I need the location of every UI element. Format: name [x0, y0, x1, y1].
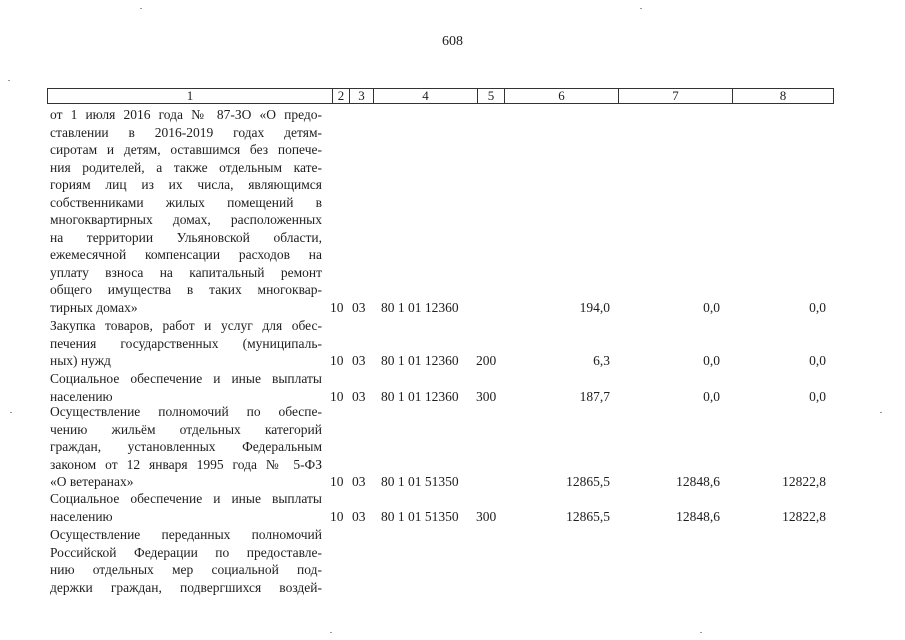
code-pr: 03 [352, 299, 366, 315]
code-vr: 300 [476, 388, 497, 404]
code-vr: 300 [476, 508, 497, 524]
description-line: ежемесячной компенсации расходов на [50, 247, 322, 262]
description-line: от 1 июля 2016 года № 87-ЗО «О предо- [50, 107, 322, 122]
description-line: печения государственных (муниципаль- [50, 335, 322, 351]
description-line: ных) нужд [50, 353, 111, 368]
header-col-2: 2 [333, 89, 350, 103]
description-line: гориям лиц из их числа, являющимся [50, 177, 322, 192]
description-line: нию отдельных мер социальной под- [50, 562, 322, 577]
amount-2018: 12822,8 [782, 474, 826, 489]
code-pr: 03 [352, 474, 366, 489]
scan-speck [140, 8, 142, 9]
amount-2016: 6,3 [593, 353, 610, 368]
header-col-6: 6 [505, 89, 619, 103]
amount-2016: 12865,5 [566, 474, 610, 489]
scan-speck [880, 412, 882, 413]
header-col-5: 5 [478, 89, 505, 103]
amount-2018: 0,0 [809, 299, 826, 315]
description-line: держки граждан, подвергшихся воздей- [50, 579, 322, 595]
header-col-3: 3 [350, 89, 374, 103]
amount-2016: 194,0 [579, 299, 610, 315]
header-col-4: 4 [374, 89, 478, 103]
description-line: общего имущества в таких многоквар- [50, 282, 322, 297]
description-line: чению жильём отдельных категорий [50, 421, 322, 437]
code-pr: 03 [352, 388, 366, 404]
code-csr: 80 1 01 12360 [381, 299, 459, 315]
code-rz: 10 [330, 353, 344, 368]
description-line: населению [50, 508, 113, 524]
code-rz: 10 [330, 508, 344, 524]
scan-speck [700, 632, 702, 633]
description-line: собственниками жилых помещений в [50, 194, 322, 210]
header-col-1: 1 [48, 89, 333, 103]
description-line: законом от 12 января 1995 года № 5-ФЗ [50, 456, 322, 472]
code-pr: 03 [352, 508, 366, 524]
description-line: ния родителей, а также отдельным кате- [50, 159, 322, 175]
code-rz: 10 [330, 299, 344, 315]
description-line: Российской Федерации по предоставле- [50, 544, 322, 560]
row-description [50, 526, 322, 596]
code-pr: 03 [352, 353, 366, 368]
description-line: Осуществление переданных полномочий [50, 527, 322, 542]
row-description [50, 490, 322, 525]
description-line: Осуществление полномочий по обеспе- [50, 404, 322, 419]
scan-speck [8, 80, 10, 81]
description-line: Социальное обеспечение и иные выплаты [50, 371, 322, 386]
amount-2017: 12848,6 [676, 474, 720, 489]
description-line: Социальное обеспечение и иные выплаты [50, 491, 322, 506]
amount-2018: 0,0 [809, 388, 826, 404]
scan-speck [330, 632, 332, 633]
scan-speck [640, 8, 642, 9]
description-line: многоквартирных домах, расположенных [50, 212, 322, 227]
description-line: населению [50, 388, 113, 404]
description-line: на территории Ульяновской области, [50, 229, 322, 245]
code-rz: 10 [330, 474, 344, 489]
amount-2017: 12848,6 [676, 508, 720, 524]
scan-speck [10, 412, 12, 413]
amount-2017: 0,0 [703, 353, 720, 368]
header-col-8: 8 [779, 88, 787, 103]
amount-2017: 0,0 [703, 388, 720, 404]
amount-2018: 12822,8 [782, 508, 826, 524]
code-csr: 80 1 01 51350 [381, 508, 459, 524]
row-description [50, 317, 322, 370]
table-header [47, 88, 834, 104]
description-line: «О ветеранах» [50, 474, 134, 489]
code-csr: 80 1 01 51350 [381, 474, 459, 489]
amount-2016: 187,7 [579, 388, 610, 404]
row-description [50, 403, 322, 491]
amount-2018: 0,0 [809, 353, 826, 368]
amount-2017: 0,0 [703, 299, 720, 315]
description-line: граждан, установленных Федеральным [50, 439, 322, 454]
page-number: 608 [442, 34, 463, 49]
description-line: уплату взноса на капитальный ремонт [50, 264, 322, 280]
amount-2016: 12865,5 [566, 508, 610, 524]
code-vr: 200 [476, 353, 497, 368]
header-col-7: 7 [619, 89, 733, 103]
code-rz: 10 [330, 388, 344, 404]
description-line: Закупка товаров, работ и услуг для обес- [50, 318, 322, 333]
row-description [50, 106, 322, 316]
row-description [50, 370, 322, 405]
description-line: сиротам и детям, оставшимся без попече- [50, 142, 322, 157]
code-csr: 80 1 01 12360 [381, 388, 459, 404]
description-line: тирных домах» [50, 299, 138, 315]
code-csr: 80 1 01 12360 [381, 353, 459, 368]
description-line: ставлении в 2016-2019 годах детям- [50, 124, 322, 140]
